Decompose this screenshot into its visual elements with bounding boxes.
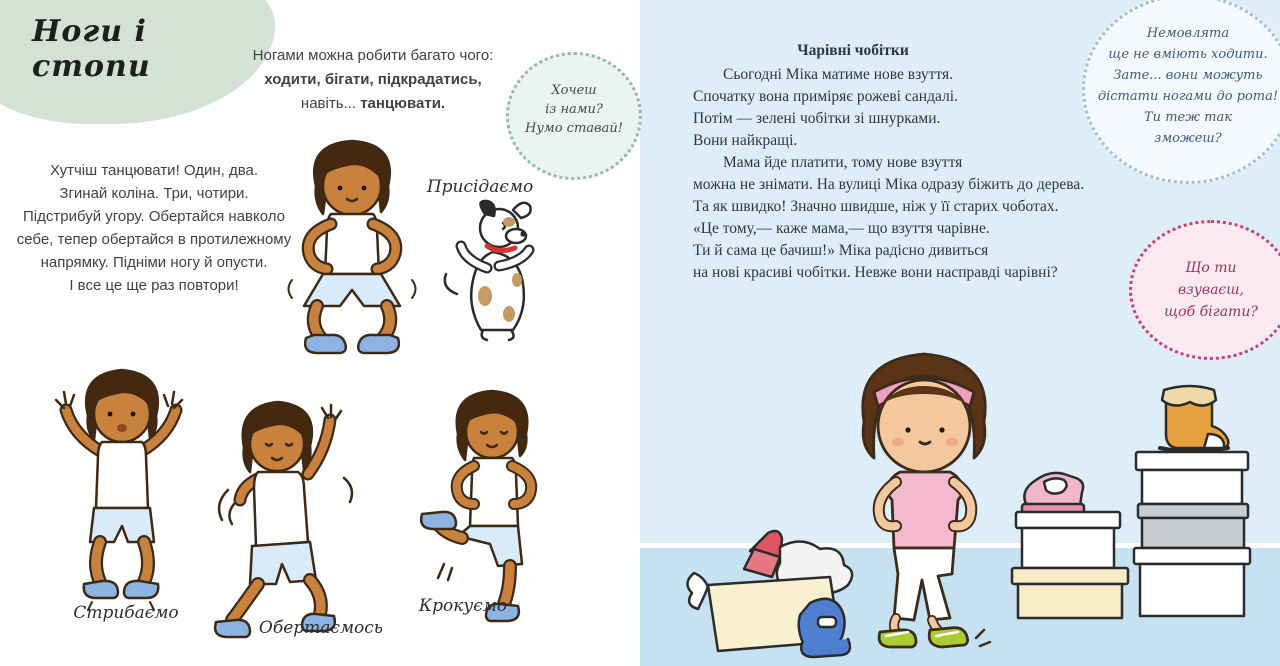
story-title: Чарівні чобітки xyxy=(797,42,909,59)
story-line: Потім — зелені чобітки зі шнурками. xyxy=(693,110,941,127)
dance-line: себе, тепер обертайся в протилежному xyxy=(16,231,292,248)
dance-line: Згинай коліна. Три, чотири. xyxy=(59,185,249,202)
invite-bubble xyxy=(506,52,642,180)
story-line: на нові красиві чобітки. Невже вони насправді чарівні? xyxy=(693,264,1058,281)
question-bubble-line: Що ти xyxy=(1185,260,1237,276)
shoebox-stack-left-illustration xyxy=(1010,468,1132,620)
intro-line-2: ходити, бігати, підкрадатись, xyxy=(264,71,482,88)
story-text xyxy=(693,40,1123,284)
invite-bubble-line: із нами? xyxy=(545,102,603,117)
dance-line: І все це ще раз повтори! xyxy=(69,277,239,294)
dance-instructions xyxy=(6,159,302,297)
question-bubble-line: взуваєш, xyxy=(1178,282,1244,298)
label-spin: Обертаємось xyxy=(258,618,384,638)
intro-line-3-bold: танцювати. xyxy=(360,95,446,112)
baby-bubble-line: Немовлята xyxy=(1146,26,1230,41)
page-title: Ноги і стопи xyxy=(32,14,151,84)
girl-trying-shoes-illustration xyxy=(826,330,1026,664)
spinning-boy-illustration xyxy=(198,382,368,644)
story-line: Мама йде платити, тому нове взуття xyxy=(723,154,963,171)
label-squat: Присідаємо xyxy=(426,177,534,197)
intro-line-3 xyxy=(236,92,510,116)
dance-line: Хутчіш танцювати! Один, два. xyxy=(49,162,259,179)
marching-boy-illustration xyxy=(418,376,552,626)
story-line: Сьогодні Міка матиме нове взуття. xyxy=(723,66,953,83)
intro-line-3-normal: навіть... xyxy=(300,95,361,112)
story-line: Вони найкращі. xyxy=(693,132,798,149)
baby-bubble-line: ще не вміють ходити. xyxy=(1108,47,1268,62)
invite-bubble-line: Хочеш xyxy=(551,83,597,98)
story-line: можна не знімати. На вулиці Міка одразу біжить до дерева. xyxy=(693,176,1085,193)
dance-line: напрямку. Підніми ногу й опусти. xyxy=(40,254,268,271)
story-line: Ти й сама це бачиш!» Міка радісно дивиться xyxy=(693,242,989,259)
shoebox-stack-right-illustration xyxy=(1128,382,1256,622)
question-bubble-line: щоб бігати? xyxy=(1164,304,1258,320)
baby-bubble-line: Ти теж так xyxy=(1144,110,1232,125)
intro-line-1: Ногами можна робити багато чого: xyxy=(252,47,494,64)
story-line: Та як швидко! Значно швидше, ніж у її старих чоботах. xyxy=(693,198,1059,215)
dance-line: Підстрибуй угору. Обертайся навколо xyxy=(22,208,286,225)
story-line: Спочатку вона приміряє рожеві сандалі. xyxy=(693,88,958,105)
invite-bubble-line: Нумо ставай! xyxy=(525,121,623,136)
story-line: «Це тому,— каже мама,— що взуття чарівне. xyxy=(693,220,990,237)
baby-bubble-line: зможеш? xyxy=(1154,131,1222,146)
intro-text xyxy=(236,44,510,116)
squatting-boy-illustration xyxy=(276,132,428,358)
baby-bubble-line: Зате... вони можуть xyxy=(1113,68,1263,83)
label-march: Крокуємо xyxy=(418,596,508,616)
dancing-dog-illustration xyxy=(437,196,549,346)
question-bubble xyxy=(1129,220,1280,360)
label-jump: Стрибаємо xyxy=(73,603,179,623)
baby-bubble-line: дістати ногами до рота! xyxy=(1097,89,1279,104)
jumping-boy-illustration xyxy=(40,344,202,612)
